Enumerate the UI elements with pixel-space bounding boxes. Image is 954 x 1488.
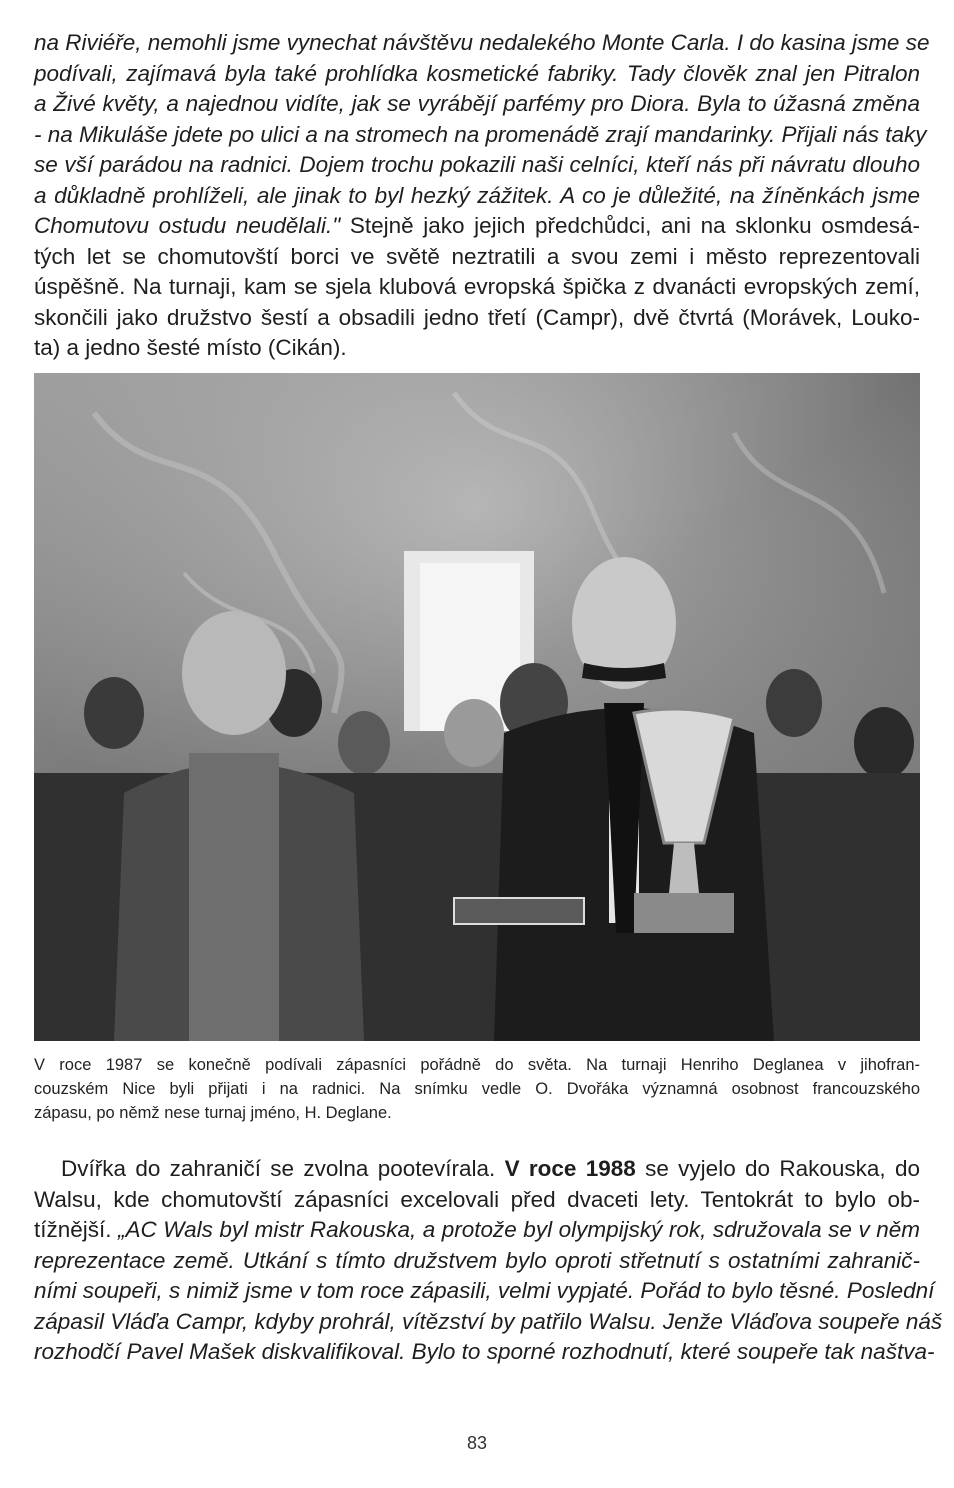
text-span: Dvířka do zahraničí se zvolna pootevírala. <box>61 1156 505 1181</box>
quote-start: „AC Wals byl mistr Rakouska, a protože byl olympijský rok, sdružovala se v něm <box>118 1217 920 1242</box>
page-number: 83 <box>466 1433 488 1453</box>
year-highlight: V roce 1988 <box>504 1156 636 1181</box>
text-line: ta) a jedno šesté místo (Cikán). <box>34 335 347 360</box>
caption-line: couzském Nice byli přijati i na radnici. Na snímku vedle O. Dvořáka významná osobnost francouzského <box>34 1080 920 1098</box>
text-line: reprezentace země. Utkání s tímto družstvem bylo oproti střetnutí s ostatními zahranič- <box>34 1248 920 1273</box>
text-line: zápasil Vláďa Campr, kdyby prohrál, vítězství by patřilo Walsu. Jenže Vláďova soupeře náš <box>34 1309 943 1334</box>
text-line: Walsu, kde chomutovští zápasníci excelovali před dvaceti lety. Tentokrát to bylo ob- <box>34 1187 920 1212</box>
text-line: tých let se chomutovští borci ve světě neztratili a svou zemi i město reprezentovali <box>34 244 920 269</box>
text-line: ními soupeři, s nimiž jsme v tom roce zápasili, velmi vypjaté. Pořád to bylo těsné. Poslední <box>34 1278 935 1303</box>
text-span: Stejně jako jejich předchůdci, ani na sklonku osmdesá- <box>340 213 920 238</box>
text-line: se vší parádou na radnici. Dojem trochu pokazili naši celníci, kteří nás při návratu dlouho <box>34 152 920 177</box>
text-line: - na Mikuláše jdete po ulici a na stromech na promenádě zrají mandarinky. Přijali nás taky <box>34 122 927 147</box>
caption-line: zápasu, po němž nese turnaj jméno, H. Deglane. <box>34 1104 392 1122</box>
text-span: tížnější. <box>34 1217 119 1242</box>
text-line: úspěšně. Na turnaji, kam se sjela klubová evropská špička z dvanácti evropských zemí, <box>34 274 920 299</box>
text-line <box>34 1215 920 1246</box>
text-line <box>34 1154 920 1185</box>
text-line: na Riviéře, nemohli jsme vynechat návštěvu nedalekého Monte Carla. I do kasina jsme se <box>34 30 930 55</box>
text-line: a Živé květy, a najednou vidíte, jak se vyrábějí parfémy pro Diora. Byla to úžasná změna <box>34 91 920 116</box>
photo-illustration <box>34 373 920 1041</box>
text-line: a důkladně prohlíželi, ale jinak to byl hezký zážitek. A co je důležité, na žíněnkách jsme <box>34 183 920 208</box>
caption-line: V roce 1987 se konečně podívali zápasníci pořádně do světa. Na turnaji Henriho Deglanea v jihofran- <box>34 1056 920 1074</box>
text-line <box>34 211 920 242</box>
text-line: podívali, zajímavá byla také prohlídka kosmetické fabriky. Tady člověk znal jen Pitralon <box>34 61 920 86</box>
photograph <box>34 373 920 1041</box>
text-line: rozhodčí Pavel Mašek diskvalifikoval. Bylo to sporné rozhodnutí, které soupeře tak naštva- <box>34 1339 935 1364</box>
text-span: se vyjelo do Rakouska, do <box>635 1156 920 1181</box>
text-line: skončili jako družstvo šestí a obsadili jedno třetí (Campr), dvě čtvrtá (Morávek, Louko- <box>34 305 920 330</box>
quote-end: Chomutovu ostudu neudělali." <box>34 213 341 238</box>
